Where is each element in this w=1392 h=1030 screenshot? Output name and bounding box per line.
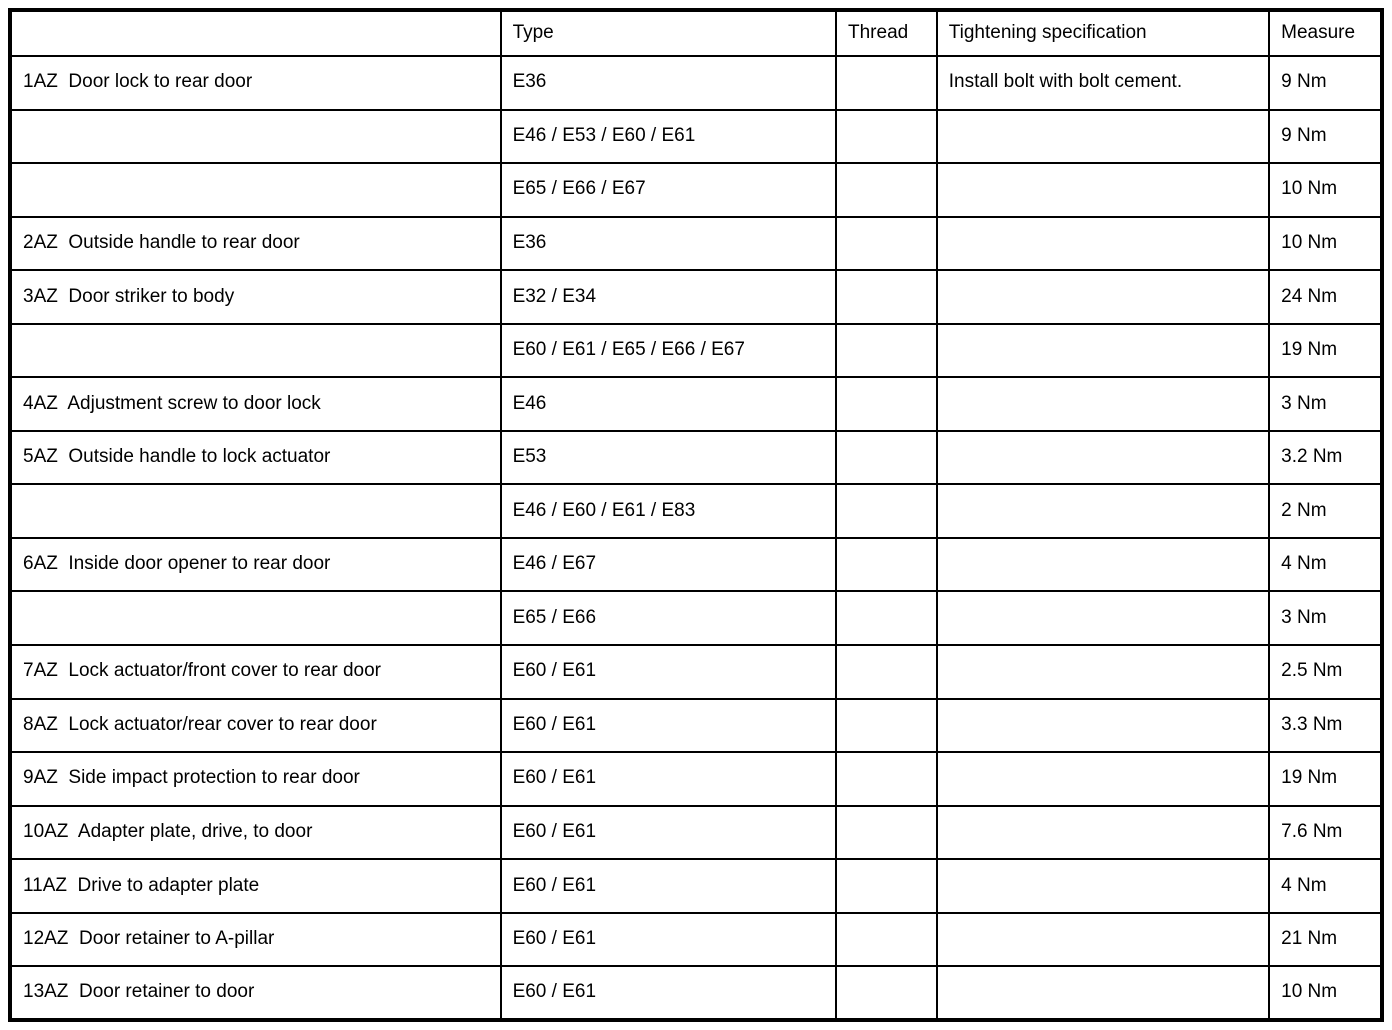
table-row	[10, 431, 1382, 485]
cell-thread	[836, 806, 937, 860]
table-row	[10, 859, 1382, 913]
cell-item: 3AZ Door striker to body	[10, 270, 501, 324]
cell-type: E65 / E66	[501, 591, 836, 645]
cell-item: 13AZ Door retainer to door	[10, 966, 501, 1020]
cell-spec	[937, 377, 1269, 431]
cell-item	[10, 591, 501, 645]
cell-item: 9AZ Side impact protection to rear door	[10, 752, 501, 806]
cell-measure: 10 Nm	[1269, 163, 1382, 217]
table-row	[10, 324, 1382, 378]
cell-spec	[937, 645, 1269, 699]
cell-item	[10, 324, 501, 378]
cell-type: E60 / E61	[501, 859, 836, 913]
cell-thread	[836, 484, 937, 538]
cell-measure: 9 Nm	[1269, 56, 1382, 110]
table-row	[10, 806, 1382, 860]
cell-spec	[937, 217, 1269, 271]
cell-item	[10, 484, 501, 538]
cell-item: 10AZ Adapter plate, drive, to door	[10, 806, 501, 860]
col-header-measure: Measure	[1269, 10, 1382, 56]
cell-measure: 4 Nm	[1269, 859, 1382, 913]
cell-spec: Install bolt with bolt cement.	[937, 56, 1269, 110]
table-row	[10, 163, 1382, 217]
cell-thread	[836, 591, 937, 645]
cell-thread	[836, 110, 937, 164]
cell-measure: 3.3 Nm	[1269, 699, 1382, 753]
cell-item: 4AZ Adjustment screw to door lock	[10, 377, 501, 431]
cell-spec	[937, 591, 1269, 645]
cell-measure: 9 Nm	[1269, 110, 1382, 164]
table-row	[10, 699, 1382, 753]
table-header-row	[10, 10, 1382, 56]
cell-measure: 4 Nm	[1269, 538, 1382, 592]
col-header-spec: Tightening specification	[937, 10, 1269, 56]
table-row	[10, 913, 1382, 967]
cell-item: 1AZ Door lock to rear door	[10, 56, 501, 110]
table-head	[10, 10, 1382, 56]
cell-spec	[937, 806, 1269, 860]
table-row	[10, 752, 1382, 806]
cell-spec	[937, 270, 1269, 324]
table-row	[10, 966, 1382, 1020]
cell-type: E53	[501, 431, 836, 485]
cell-type: E46 / E60 / E61 / E83	[501, 484, 836, 538]
col-header-thread: Thread	[836, 10, 937, 56]
cell-thread	[836, 377, 937, 431]
cell-item	[10, 163, 501, 217]
cell-thread	[836, 163, 937, 217]
cell-thread	[836, 752, 937, 806]
table-row	[10, 484, 1382, 538]
cell-measure: 19 Nm	[1269, 324, 1382, 378]
cell-thread	[836, 56, 937, 110]
table-body	[10, 56, 1382, 1020]
cell-type: E36	[501, 56, 836, 110]
cell-measure: 24 Nm	[1269, 270, 1382, 324]
cell-measure: 2 Nm	[1269, 484, 1382, 538]
cell-spec	[937, 163, 1269, 217]
cell-type: E60 / E61	[501, 752, 836, 806]
cell-measure: 19 Nm	[1269, 752, 1382, 806]
cell-type: E36	[501, 217, 836, 271]
cell-type: E46 / E53 / E60 / E61	[501, 110, 836, 164]
cell-thread	[836, 324, 937, 378]
cell-type: E46	[501, 377, 836, 431]
cell-spec	[937, 699, 1269, 753]
cell-thread	[836, 431, 937, 485]
cell-type: E32 / E34	[501, 270, 836, 324]
cell-item: 8AZ Lock actuator/rear cover to rear door	[10, 699, 501, 753]
table-row	[10, 377, 1382, 431]
cell-thread	[836, 270, 937, 324]
table-row	[10, 56, 1382, 110]
cell-spec	[937, 431, 1269, 485]
cell-measure: 7.6 Nm	[1269, 806, 1382, 860]
cell-measure: 21 Nm	[1269, 913, 1382, 967]
cell-item: 2AZ Outside handle to rear door	[10, 217, 501, 271]
cell-thread	[836, 859, 937, 913]
table-row	[10, 538, 1382, 592]
cell-item	[10, 110, 501, 164]
cell-thread	[836, 538, 937, 592]
cell-thread	[836, 645, 937, 699]
cell-type: E60 / E61	[501, 806, 836, 860]
cell-item: 12AZ Door retainer to A-pillar	[10, 913, 501, 967]
cell-spec	[937, 966, 1269, 1020]
cell-spec	[937, 913, 1269, 967]
cell-thread	[836, 699, 937, 753]
cell-thread	[836, 913, 937, 967]
cell-spec	[937, 484, 1269, 538]
tightening-spec-table	[8, 8, 1384, 1022]
cell-type: E60 / E61 / E65 / E66 / E67	[501, 324, 836, 378]
cell-measure: 3 Nm	[1269, 591, 1382, 645]
table-row	[10, 591, 1382, 645]
col-header-item	[10, 10, 501, 56]
cell-item: 7AZ Lock actuator/front cover to rear door	[10, 645, 501, 699]
cell-measure: 2.5 Nm	[1269, 645, 1382, 699]
cell-spec	[937, 752, 1269, 806]
cell-type: E60 / E61	[501, 966, 836, 1020]
cell-spec	[937, 859, 1269, 913]
cell-item: 6AZ Inside door opener to rear door	[10, 538, 501, 592]
cell-measure: 10 Nm	[1269, 217, 1382, 271]
cell-spec	[937, 324, 1269, 378]
cell-measure: 3 Nm	[1269, 377, 1382, 431]
cell-spec	[937, 538, 1269, 592]
cell-thread	[836, 217, 937, 271]
cell-spec	[937, 110, 1269, 164]
cell-type: E60 / E61	[501, 645, 836, 699]
cell-thread	[836, 966, 937, 1020]
table-row	[10, 645, 1382, 699]
cell-item: 11AZ Drive to adapter plate	[10, 859, 501, 913]
cell-type: E46 / E67	[501, 538, 836, 592]
table-row	[10, 270, 1382, 324]
cell-measure: 3.2 Nm	[1269, 431, 1382, 485]
table-row	[10, 110, 1382, 164]
col-header-type: Type	[501, 10, 836, 56]
cell-measure: 10 Nm	[1269, 966, 1382, 1020]
cell-type: E60 / E61	[501, 913, 836, 967]
cell-item: 5AZ Outside handle to lock actuator	[10, 431, 501, 485]
cell-type: E65 / E66 / E67	[501, 163, 836, 217]
cell-type: E60 / E61	[501, 699, 836, 753]
table-row	[10, 217, 1382, 271]
